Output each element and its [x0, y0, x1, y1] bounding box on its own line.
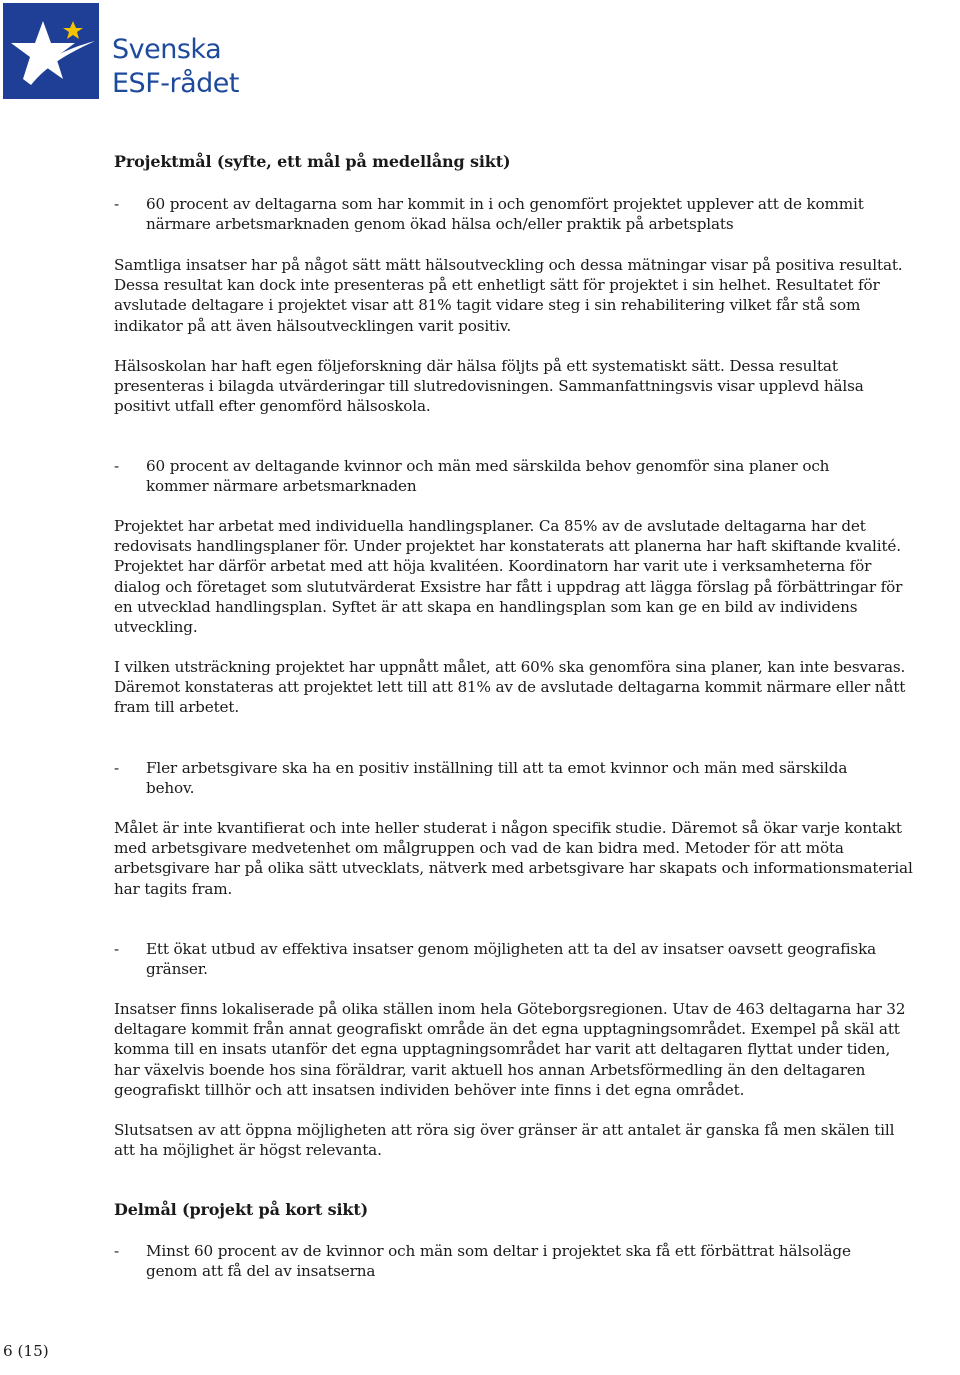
list-item-goal-3	[114, 758, 886, 798]
paragraph: Insatser finns lokaliserade på olika ställen inom hela Göteborgsregionen. Utav de 463 deltagarna har 32 deltagare kommit från annat geografiskt område än det egna upptagningsområdet. Exempel på skäl att komma till en insats utanför det egna upptagningsområdet har varit att deltagaren flyttat under tiden, har växelvis boende hos sina föräldrar, varit aktuell hos annan Arbetsförmedling än den deltagaren geografiskt tillhör och att insatsen individen behöver inte finns i det egna området.	[114, 1000, 906, 1099]
paragraph: I vilken utsträckning projektet har uppnått målet, att 60% ska genomföra sina planer, kan inte besvaras. Däremot konstateras att projektet lett till att 81% av de avslutade deltagarna kommit närmare eller nått fram till arbetet.	[114, 658, 906, 717]
list-item-goal-2	[114, 456, 886, 496]
logo-line-2: ESF-rådet	[112, 68, 239, 99]
paragraph: Hälsoskolan har haft egen följeforskning där hälsa följts på ett systematiskt sätt. Dessa resultat presenteras i bilagda utvärderingar till slutredovisningen. Sammanfattningsvis visar upplevd hälsa positivt utfall efter genomförd hälsoskola.	[114, 357, 864, 416]
bullet-text: 60 procent av deltagarna som har kommit in i och genomfört projektet upplever att de kommit närmare arbetsmarknaden genom ökad hälsa och/eller praktik på arbetsplats	[146, 195, 864, 234]
paragraph: Samtliga insatser har på något sätt mätt hälsoutveckling och dessa mätningar visar på positiva resultat. Dessa resultat kan dock inte presenteras på ett enhetligt sätt för projektet i sin helhet. Resultatet för avslutade deltagare i projektet visar att 81% tagit vidare steg i sin rehabilitering vilket får stå som indikator på att även hälsoutvecklingen varit positiv.	[114, 256, 903, 335]
list-item-goal-1	[114, 194, 886, 234]
bullet-text: Minst 60 procent av de kvinnor och män som deltar i projektet ska få ett förbättrat hälsoläge genom att få del av insatserna	[146, 1242, 851, 1281]
logo-star-emblem	[3, 3, 99, 99]
paragraph: Målet är inte kvantifierat och inte heller studerat i någon specifik studie. Däremot så ökar varje kontakt med arbetsgivare medvetenhet om målgruppen och vad de kan bidra med. Metoder för att möta arbetsgivare har på olika sätt utvecklats, nätverk med arbetsgivare har skapats och informationsmaterial har tagits fram.	[114, 819, 913, 898]
paragraph: Projektet har arbetat med individuella handlingsplaner. Ca 85% av de avslutade deltagarna har det redovisats handlingsplaner för. Under projektet har konstaterats att planerna har haft skiftande kvalité. Projektet har därför arbetat med att höja kvalitéen. Koordinatorn har varit ute i verksamheterna för dialog och företaget som slututvärderat Exsistre har fått i uppdrag att lägga förslag på förbättringar för en utvecklad handlingsplan. Syftet är att skapa en handlingsplan som kan ge en bild av individens utveckling.	[114, 517, 903, 637]
bullet-dash: -	[114, 195, 119, 213]
bullet-text: Ett ökat utbud av effektiva insatser genom möjligheten att ta del av insatser oavsett geografiska gränser.	[146, 940, 877, 979]
star-icon	[3, 3, 99, 99]
paragraph: Slutsatsen av att öppna möjligheten att röra sig över gränser är att antalet är ganska få men skälen till att ha möjlighet är högst relevanta.	[114, 1121, 895, 1160]
page-number: 6 (15)	[3, 1342, 49, 1360]
bullet-dash: -	[114, 1242, 119, 1260]
bullet-text: Fler arbetsgivare ska ha en positiv inställning till att ta emot kvinnor och män med särskilda behov.	[146, 759, 848, 798]
section-heading-delmal: Delmål (projekt på kort sikt)	[114, 1200, 369, 1219]
bullet-dash: -	[114, 940, 119, 958]
logo-wordmark	[112, 33, 239, 101]
list-item-goal-4	[114, 939, 886, 979]
logo-line-1: Svenska	[112, 34, 222, 65]
list-item-delmal-1	[114, 1241, 886, 1281]
bullet-text: 60 procent av deltagande kvinnor och män med särskilda behov genomför sina planer och kommer närmare arbetsmarknaden	[146, 457, 830, 496]
bullet-dash: -	[114, 457, 119, 475]
bullet-dash: -	[114, 759, 119, 777]
section-heading-projektmal: Projektmål (syfte, ett mål på medellång sikt)	[114, 152, 511, 171]
